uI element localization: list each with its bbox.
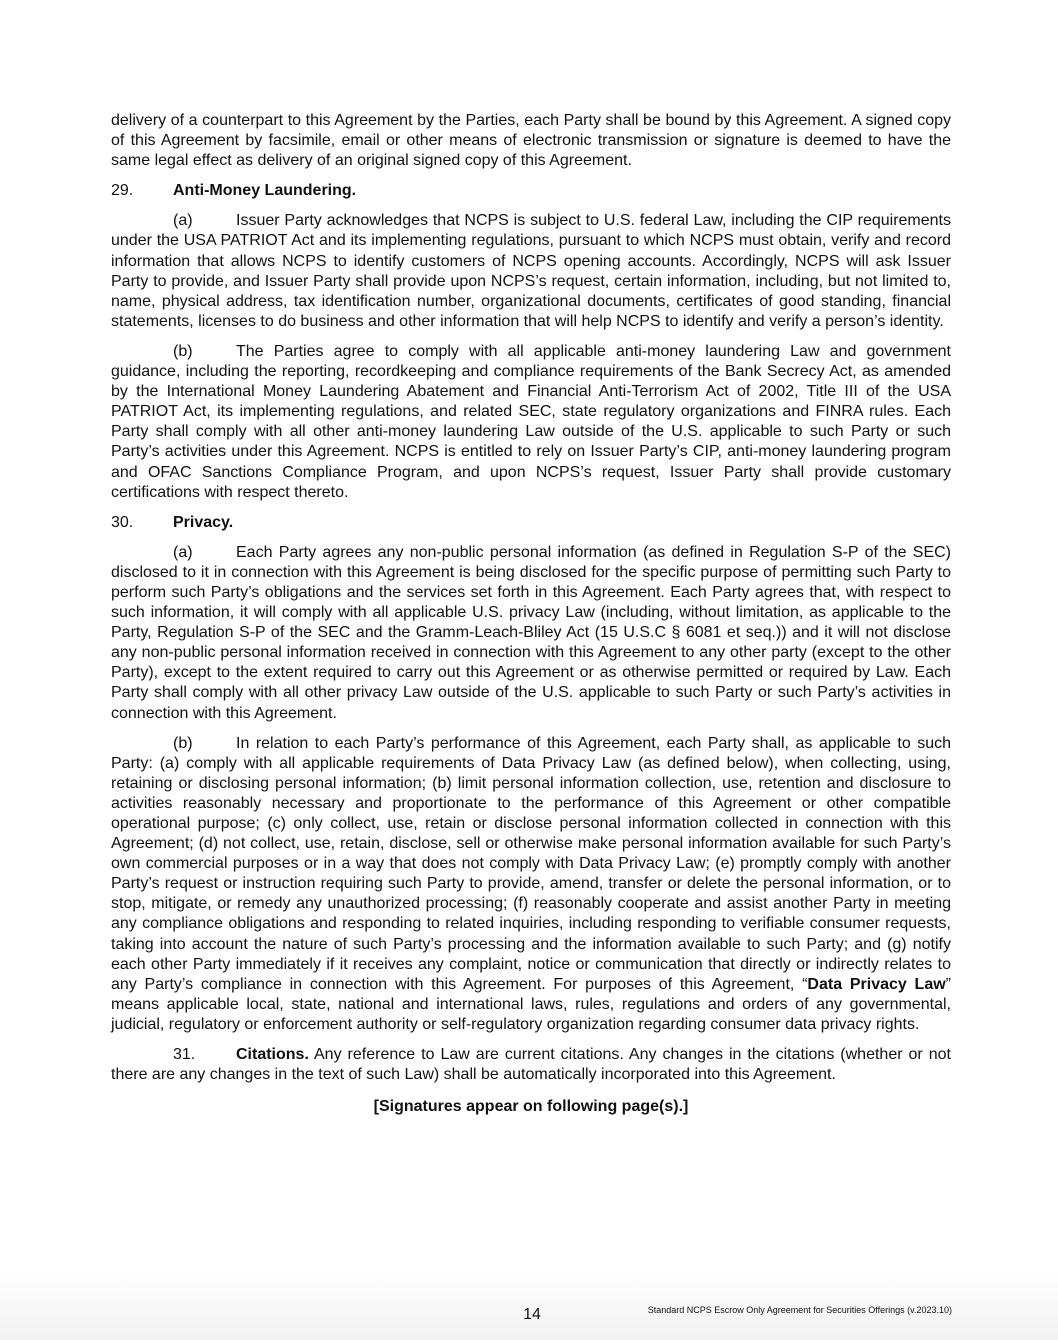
section-30b-label: (b) — [173, 734, 193, 752]
section-29a-paragraph — [111, 211, 951, 332]
defined-term-data-privacy-law: Data Privacy Law — [807, 975, 946, 993]
section-30a-paragraph — [111, 543, 951, 724]
section-31-text: Any reference to Law are current citations. Any changes in the citations (whether or not there are any changes in the text of such Law) shall be automatically incorporated into this Agreement. — [111, 1046, 951, 1084]
section-31-title: Citations. — [236, 1046, 309, 1064]
section-29b-text: The Parties agree to comply with all applicable anti-money laundering Law and government guidance, including the reporting, recordkeeping and compliance requirements of the Bank Secrecy Act, as amended by the International Money Laundering Abatement and Financial Anti-Terrorism Act of 2002, Title III of the USA PATRIOT Act, its implementing regulations, and related SEC, state regulatory organizations and FINRA rules. Each Party shall comply with all other anti-money laundering Law outside of the U.S. applicable to such Party or such Party’s activities under this Agreement. NCPS is entitled to rely on Issuer Party’s CIP, anti-money laundering program and OFAC Sanctions Compliance Program, and upon NCPS’s request, Issuer Party shall provide customary certifications with respect thereto. — [111, 342, 951, 501]
section-29b-label: (b) — [173, 342, 193, 360]
section-30b-text-2: ” means applicable local, state, national and international laws, rules, regulations and orders of any governmental, judicial, regulatory or enforcement authority or self-regulatory organization regarding consumer data privacy rights. — [111, 975, 951, 1033]
section-29-heading — [111, 181, 951, 201]
section-30-title: Privacy. — [173, 513, 234, 531]
section-30-number: 30. — [111, 513, 134, 531]
section-30-heading — [111, 513, 951, 533]
section-29a-text: Issuer Party acknowledges that NCPS is subject to U.S. federal Law, including the CIP requirements under the USA PATRIOT Act and its implementing regulations, pursuant to which NCPS must obtain, verify and record information that allows NCPS to identify customers of NCPS opening accounts. Accordingly, NCPS will ask Issuer Party to provide, and Issuer Party shall provide upon NCPS’s request, certain information, including, but not limited to, name, physical address, tax identification number, organizational documents, certificates of good standing, financial statements, licenses to do business and other information that will help NCPS to identify and verify a person’s identity. — [111, 212, 951, 330]
signature-note: [Signatures appear on following page(s).] — [373, 1098, 689, 1116]
section-31-paragraph — [111, 1045, 951, 1085]
section-30b-paragraph — [111, 734, 951, 1035]
section-29-number: 29. — [111, 182, 134, 200]
footer-document-title: Standard NCPS Escrow Only Agreement for Securities Offerings (v.2023.10) — [647, 1305, 952, 1315]
section-30a-label: (a) — [173, 543, 193, 561]
intro-paragraph: delivery of a counterpart to this Agreement by the Parties, each Party shall be bound by this Agreement. A signed copy of this Agreement by facsimile, email or other means of electronic transmission or signature is deemed to have the same legal effect as delivery of an original signed copy of this Agreement. — [111, 112, 951, 170]
section-29b-paragraph — [111, 342, 951, 503]
section-29a-label: (a) — [173, 212, 193, 230]
section-31-number: 31. — [173, 1046, 196, 1064]
section-30a-text: Each Party agrees any non-public personal information (as defined in Regulation S-P of the SEC) disclosed to it in connection with this Agreement is being disclosed for the specific purpose of permitting such Party to perform such Party’s obligations and the services set forth in this Agreement. Each Party agrees that, with respect to such information, it will comply with all applicable U.S. privacy Law (including, without limitation, as applicable to the Party, Regulation S-P of the SEC and the Gramm-Leach-Bliley Act (15 U.S.C § 6081 et seq.)) and it will not disclose any non-public personal information received in connection with this Agreement to any other party (except to the other Party), except to the extent required to carry out this Agreement or as otherwise permitted or required by Law. Each Party shall comply with all other privacy Law outside of the U.S. applicable to such Party or such Party’s activities in connection with this Agreement. — [111, 543, 951, 722]
page-content — [111, 111, 951, 1127]
section-30b-text-1: In relation to each Party’s performance of this Agreement, each Party shall, as applicable to such Party: (a) comply with all applicable requirements of Data Privacy Law (as defined below), when collecting, using, retaining or disclosing personal information; (b) limit personal information collection, use, retention and disclosure to activities reasonably necessary and proportionate to the performance of this Agreement or other compatible operational purpose; (c) only collect, use, retain or disclose personal information collected in connection with this Agreement; (d) not collect, use, retain, disclose, sell or otherwise make personal information available for such Party’s own commercial purposes or in a way that does not comply with Data Privacy Law; (e) promptly comply with another Party’s request or instruction requiring such Party to provide, amend, transfer or delete the personal information, or to stop, mitigate, or remedy any unauthorized processing; (f) reasonably cooperate and assist another Party in meeting any compliance obligations and responding to related inquiries, including responding to verifiable consumer requests, taking into account the nature of such Party’s processing and the information available to such Party; and (g) notify each other Party immediately if it receives any complaint, notice or communication that directly or indirectly relates to any Party’s compliance in connection with this Agreement. For purposes of this Agreement, “ — [111, 734, 951, 993]
section-29-title: Anti-Money Laundering. — [173, 182, 357, 200]
page-number: 14 — [523, 1306, 541, 1323]
